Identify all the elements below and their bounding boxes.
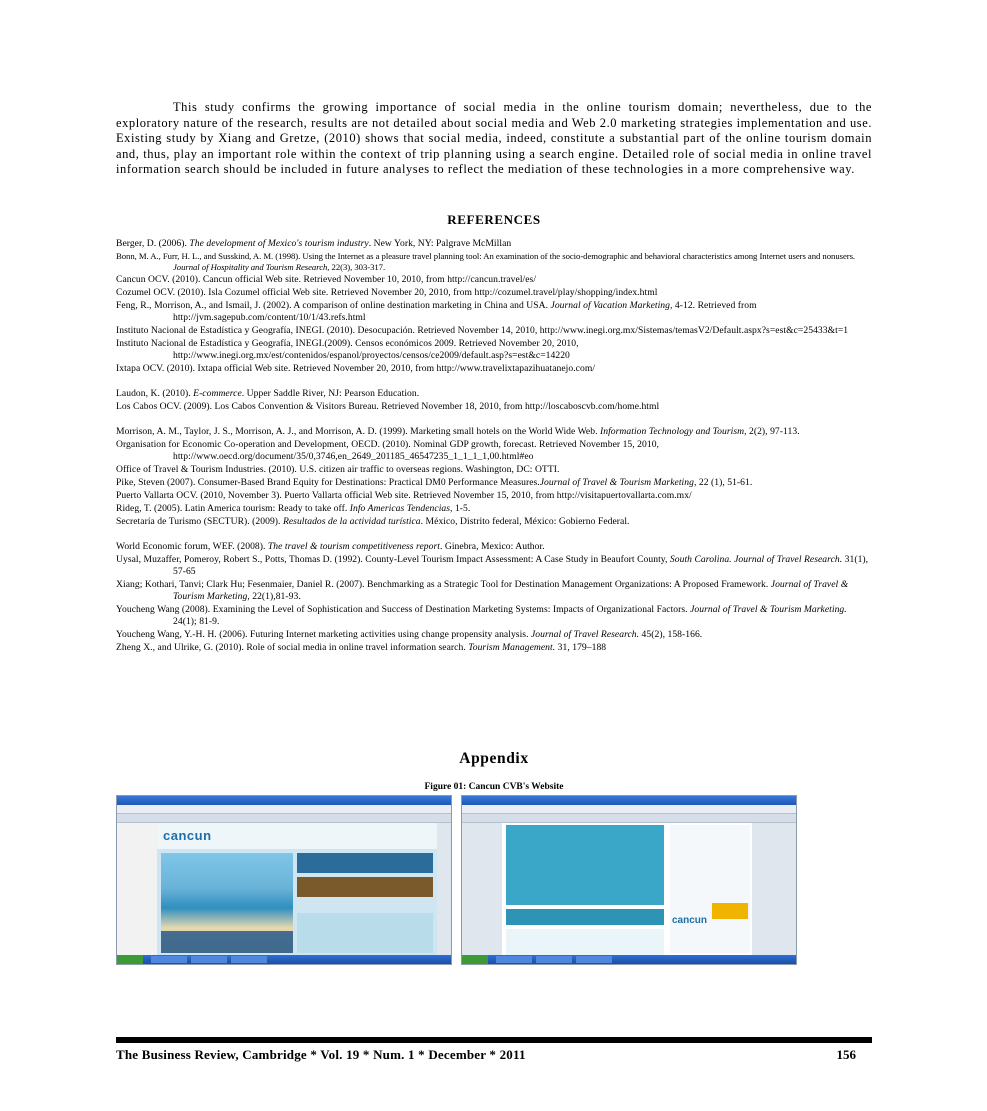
reference-details: 2(2), 97-113. — [746, 425, 800, 437]
taskbar-item — [536, 956, 572, 963]
reference-source: Info Americas Tendencias, — [349, 503, 453, 514]
promo-banner-2 — [297, 877, 433, 897]
reference-entry — [116, 541, 872, 553]
reference-text: Ixtapa OCV. (2010). Ixtapa official Web site. Retrieved November 20, 2010, from http://www.travelixtapazihuatanejo.com/ — [116, 363, 596, 375]
browser-tab-bar — [117, 814, 451, 823]
reference-source: Journal of Hospitality and Tourism Research, — [173, 261, 330, 272]
reference-details: 31, 179–188 — [555, 641, 607, 653]
reference-text: Puerto Vallarta OCV. (2010, November 3). Puerto Vallarta official Web site. Retrieved November 15, 2010, from http://visitapuertovallarta.com.mx/ — [116, 489, 692, 501]
reference-entry — [116, 251, 872, 273]
reference-details: 4-12. Retrieved from http://jvm.sagepub.com/content/10/1/43.refs.html — [173, 300, 757, 323]
taskbar-item — [231, 956, 267, 963]
reference-source: Resultados de la actividad turística — [282, 516, 421, 528]
reference-entry — [116, 604, 872, 628]
reference-entry — [116, 439, 872, 463]
reference-details: 22 (1), 51-61. — [696, 476, 753, 488]
reference-details: . Upper Saddle River, NJ: Pearson Education. — [241, 387, 420, 399]
reference-details: 45(2), 158-166. — [639, 628, 703, 640]
reference-source: Journal of Travel & Tourism Marketing, — [539, 476, 697, 488]
reference-source: Journal of Travel & Tourism Marketing. — [690, 603, 847, 615]
reference-text: Rideg, T. (2005). Latin America tourism: Ready to take off. — [116, 503, 350, 514]
reference-source: South Carolina. Journal of Travel Research. — [669, 553, 843, 565]
reference-details: . New York, NY: Palgrave McMillan — [368, 238, 512, 249]
links-block — [506, 929, 664, 955]
reference-text: Youcheng Wang (2008). Examining the Level of Sophistication and Success of Destination Marketing Systems: Impacts of Organizational Factors. — [116, 603, 691, 615]
reference-details: 1-5. — [452, 503, 471, 514]
reference-source: Journal of Travel & Tourism Marketing, — [173, 578, 849, 602]
browser-titlebar — [462, 796, 796, 805]
reference-text: Berger, D. (2006). — [116, 238, 190, 249]
reference-entry — [116, 338, 872, 362]
reference-source: E-commerce — [193, 387, 242, 399]
browser-tab-bar — [462, 814, 796, 823]
reference-entry — [116, 554, 872, 578]
reference-text: Laudon, K. (2010). — [116, 387, 194, 399]
windows-taskbar — [462, 955, 796, 964]
reference-entry — [116, 300, 872, 324]
references-heading: REFERENCES — [447, 212, 541, 227]
reference-source: Tourism Management. — [468, 641, 556, 653]
cancun-logo: cancun — [163, 828, 212, 843]
browser-address-bar — [117, 805, 451, 814]
reference-details: 31(1), 57-65 — [173, 553, 869, 577]
windows-taskbar — [117, 955, 451, 964]
reference-details: . México, Distrito federal, México: Gobierno Federal. — [420, 516, 630, 528]
reference-text: Cancun OCV. (2010). Cancun official Web site. Retrieved November 10, 2010, from http://cancun.travel/es/ — [116, 273, 537, 285]
reference-text: Cozumel OCV. (2010). Isla Cozumel official Web site. Retrieved November 20, 2010, from http://cozumel.travel/play/shopping/index.html — [116, 287, 658, 299]
reference-source: The travel & tourism competitiveness report — [267, 540, 440, 552]
figure-screenshot-left — [116, 795, 452, 965]
reference-details: 22(1),81-93. — [249, 590, 301, 602]
reference-entry — [116, 401, 872, 413]
reference-text: Office of Travel & Tourism Industries. (2010). U.S. citizen air traffic to overseas regions. Washington, DC: OTTI. — [116, 463, 560, 475]
start-button — [462, 955, 488, 964]
reference-text: Organisation for Economic Co-operation and Development, OECD. (2010). Nominal GDP growth, forecast. Retrieved November 15, 2010, http://www.oecd.org/document/35/0,3746,en_2649_201185_46547235_1_1_1_1,00.html#eo — [116, 438, 659, 462]
footer-rule — [116, 1037, 872, 1043]
browser-content — [117, 823, 451, 955]
reference-text: Zheng X., and Ulrike, G. (2010). Role of social media in online travel information search. — [116, 641, 469, 653]
reference-entry — [116, 642, 872, 654]
browser-content — [462, 823, 796, 955]
reference-text: Uysal, Muzaffer, Pomeroy, Robert S., Potts, Thomas D. (1992). County-Level Tourism Impact Assessment: A Case Study in Beaufort County, — [116, 553, 670, 565]
start-button — [117, 955, 143, 964]
thumbnail-strip — [297, 913, 433, 953]
browser-titlebar — [117, 796, 451, 805]
reference-text: Los Cabos OCV. (2009). Los Cabos Convention & Visitors Bureau. Retrieved November 18, 2010, from http://loscaboscvb.com/home.html — [116, 400, 660, 412]
reference-entry — [116, 516, 872, 528]
reference-source: The development of Mexico's tourism industry — [189, 238, 369, 249]
intro-paragraph — [116, 100, 872, 178]
intro-text: This study confirms the growing importance of social media in the online tourism domain; nevertheless, due to the exploratory nature of the research, results are not detailed about social media and Web 2.0 marketing strategies implementation and use. Existing study by Xiang and Gretze, (2010) shows that social media, indeed, constitute a substantial part of the online tourism domain and, thus, play an important role within the context of trip planning using a search engine. Detailed role of social media in online travel information search should be included in future analyses to reflect the mediation of these technologies in a more comprehensive way. — [116, 100, 872, 177]
reference-entry — [116, 388, 872, 400]
page-margin — [117, 823, 157, 955]
reference-text: Instituto Nacional de Estadística y Geografía, INEGI. (2010). Desocupación. Retrieved November 14, 2010, http://www.inegi.org.mx/Sistemas/temasV2/Default.aspx?s=est&c=25433&t=1 — [116, 325, 849, 337]
document-page — [116, 0, 872, 1111]
reference-entry — [116, 274, 872, 286]
footer-journal: The Business Review, Cambridge * Vol. 19 * Num. 1 * December * 2011 — [116, 1047, 526, 1062]
reference-entry — [116, 426, 872, 438]
taskbar-item — [496, 956, 532, 963]
article-footer-block — [506, 909, 664, 925]
reference-entry — [116, 325, 872, 337]
reference-details: 22(3), 303-317. — [329, 261, 386, 272]
site-header — [157, 823, 437, 849]
welcome-banner — [161, 931, 293, 953]
reference-source: Journal of Travel Research. — [531, 628, 640, 640]
reference-entry — [116, 503, 872, 515]
reference-source: Journal of Vacation Marketing, — [550, 300, 673, 312]
reference-text: Youcheng Wang, Y.-H. H. (2006). Futuring Internet marketing activities using change propensity analysis. — [116, 628, 531, 640]
reference-entry — [116, 477, 872, 489]
figure-caption: Figure 01: Cancun CVB's Website — [424, 782, 564, 792]
reference-text: Secretaría de Turismo (SECTUR). (2009). — [116, 516, 283, 528]
reference-entry — [116, 238, 872, 250]
reference-entry — [116, 287, 872, 299]
article-text-block — [506, 825, 664, 905]
cancun-logo-small: cancun — [672, 915, 708, 926]
reference-entry — [116, 464, 872, 476]
promo-banner-1 — [297, 853, 433, 873]
reference-text: Pike, Steven (2007). Consumer-Based Brand Equity for Destinations: Practical DM0 Performance Measures. — [116, 476, 540, 488]
reference-entry — [116, 629, 872, 641]
reference-text: Instituto Nacional de Estadística y Geografía, INEGI.(2009). Censos económicos 2009. Retrieved November 20, 2010, http://www.inegi.org.mx/est/contenidos/espanol/proyectos/censos/ce2009/default.asp?s=est&c=14220 — [116, 338, 579, 361]
reference-entry — [116, 490, 872, 502]
sidebar-column — [670, 825, 750, 953]
cancun-subpage — [502, 823, 752, 955]
reference-text: Bonn, M. A., Furr, H. L., and Susskind, A. M. (1998). Using the Internet as a pleasure travel planning tool: An examination of the socio-demographic and behavioral characteristics among Internet users and nonusers. — [116, 251, 856, 262]
reference-details: 24(1); 81-9. — [173, 615, 220, 627]
figure-screenshot-right — [461, 795, 797, 965]
reference-text: Feng, R., Morrison, A., and Ismail, J. (2002). A comparison of online destination marketing in China and USA. — [116, 300, 551, 312]
taskbar-item — [191, 956, 227, 963]
references-list — [116, 238, 872, 655]
page-number: 156 — [836, 1047, 856, 1062]
taskbar-item — [151, 956, 187, 963]
taskbar-item — [576, 956, 612, 963]
reference-entry — [116, 579, 872, 603]
reference-entry — [116, 363, 872, 375]
reference-text: World Economic forum, WEF. (2008). — [116, 540, 268, 552]
appendix-heading: Appendix — [459, 750, 529, 767]
reference-text: Xiang; Kothari, Tanvi; Clark Hu; Fesenmaier, Daniel R. (2007). Benchmarking as a Strategic Tool for Destination Management Organizations: A Proposed Framework. — [116, 578, 771, 590]
reference-text: Morrison, A. M., Taylor, J. S., Morrison, A. J., and Morrison, A. D. (1999). Marketing small hotels on the World Wide Web. — [116, 425, 600, 437]
reference-details: . Ginebra, Mexico: Author. — [439, 540, 545, 552]
cancun-homepage — [157, 823, 437, 955]
events-badge — [712, 903, 748, 919]
reference-source: Information Technology and Tourism, — [599, 425, 747, 437]
browser-address-bar — [462, 805, 796, 814]
